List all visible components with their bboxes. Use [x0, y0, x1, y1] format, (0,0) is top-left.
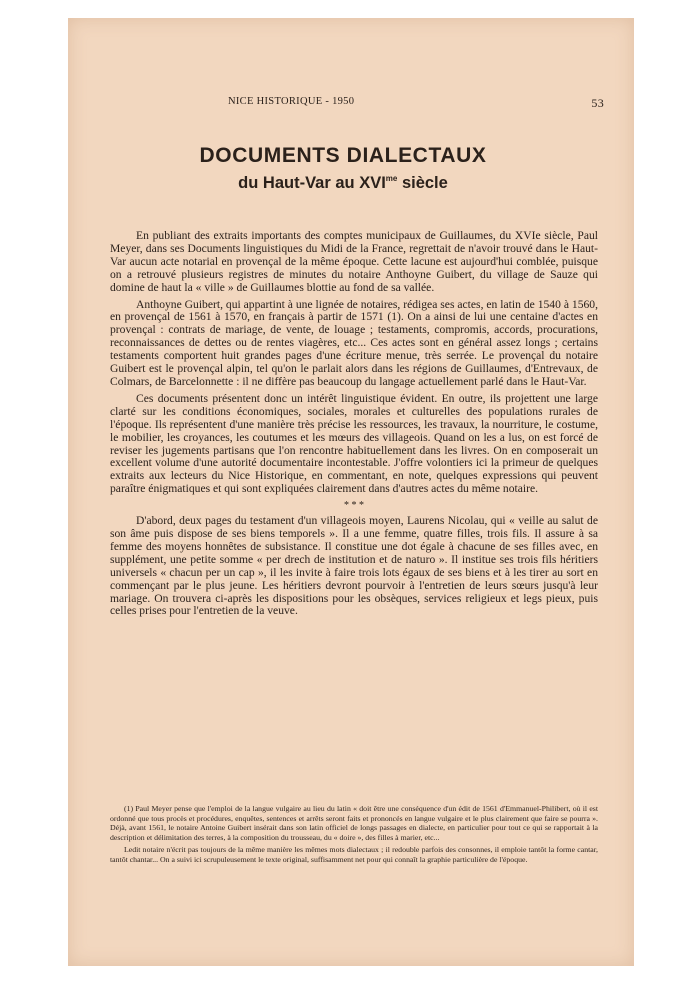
- footnote-1: (1) Paul Meyer pense que l'emploi de la langue vulgaire au lieu du latin « doit être une conséquence d'un édit de 1561 d'Emmanuel-Philibert, où il est ordonné que tous procès et procédures, enquêtes, sentences et arrêts seront faits et prononcés en langue vulgaire et le plus clairement que faire se pourra ». Déjà, avant 1561, le notaire Antoine Guibert insérait dans son latin officiel de longs passages en dialecte, en particulier pour tout ce qui se rapportait à la description et délimitation des terres, à la composition du trousseau, du « doire », des filles à marier, etc...: [110, 804, 598, 842]
- journal-name: NICE HISTORIQUE - 1950: [228, 96, 355, 107]
- paragraph-2: Anthoyne Guibert, qui appartint à une lignée de notaires, rédigea ses actes, en latin de 1540 à 1560, en provençal de 1561 à 1570, en français à partir de 1571 (1). On a ainsi de lui une centaine d'actes en provençal : contrats de mariage, de vente, de louage ; testaments, compromis, accords, procurations, reconnaissances de dettes ou de rentes viagères, etc... Ces actes sont en général assez longs ; certains testaments comportent huit grandes pages d'une écriture menue, très serrée. Le provençal du notaire Guibert est le provençal alpin, tel qu'on le parlait alors dans les régions de Guillaumes, d'Entrevaux, de Colmars, de Barcelonnette : il ne diffère pas beaucoup du langage actuellement parlé dans le Haut-Var.: [110, 297, 598, 388]
- article-subtitle: [60, 174, 626, 193]
- footnote-2: Ledit notaire n'écrit pas toujours de la même manière les mêmes mots dialectaux ; il redouble parfois des consonnes, il emploie tantôt la forme cantar, tantôt chantar... On a suivi ici scrupuleusement le texte original, suffisamment net pour qui connaît la graphie particulière de l'époque.: [110, 845, 598, 864]
- subtitle-main: du Haut-Var au XVI: [238, 174, 386, 192]
- paragraph-3: Ces documents présentent donc un intérêt linguistique évident. En outre, ils projettent une large clarté sur les conditions économiques, sociales, morales et culturelles des populations rurales de l'époque. Ils représentent d'une manière très précise les ressources, les travaux, la nourriture, le costume, le mobilier, les croyances, les coutumes et les mœurs des villageois. Quand on les a lus, on est forcé de reviser les jugements partisans que l'on rencontre habituellement dans les livres. On en composerait un excellent volume d'une autorité documentaire incontestable. J'offre volontiers ici la primeur de quelques extraits aux lecteurs du Nice Historique, en commentant, en note, quelques expressions qui peuvent paraître énigmatiques et qui sont expliquées clairement dans d'autres actes du même notaire.: [110, 391, 598, 496]
- article-body: [110, 230, 598, 622]
- section-separator: * * *: [344, 500, 364, 512]
- subtitle-superscript: me: [385, 174, 398, 183]
- subtitle-end: siècle: [397, 174, 448, 192]
- document-page: [68, 18, 634, 966]
- footnotes: [110, 804, 598, 868]
- article-title: DOCUMENTS DIALECTAUX: [199, 144, 487, 167]
- paragraph-1: En publiant des extraits importants des comptes municipaux de Guillaumes, du XVIe siècle, Paul Meyer, dans ses Documents linguistiques du Midi de la France, regrettait de n'avoir trouvé dans le Haut-Var aucun acte notarial en provençal de la même époque. Cette lacune est aujourd'hui comblée, puisque on a retrouvé plusieurs registres de minutes du notaire Anthoyne Guibert, du village de Sauze qui domine de haut la « ville » de Guillaumes blottie au fond de sa vallée.: [110, 229, 598, 294]
- paragraph-4: D'abord, deux pages du testament d'un villageois moyen, Laurens Nicolau, qui « veille au salut de son âme puis dispose de ses biens temporels ». Il a une femme, quatre filles, trois fils. Il assure à sa femme des moyens honnêtes de subsistance. Il constitue une dot égale à chacune de ses filles avec, en supplément, une petite somme « per drech de institution et de naturo ». Il institue ses trois fils héritiers universels « chacun per un cap », il les invite à faire trois lots égaux de ses biens et à les tirer au sort en commençant par le plus jeune. Les héritiers devront pourvoir à l'entretien de leurs sœurs jusqu'à leur mariage. On trouvera ci-après les dispositions pour les obsèques, services religieux et legs pieux, puis celles prises pour l'entretien de la veuve.: [110, 514, 598, 618]
- page-number: 53: [591, 96, 604, 110]
